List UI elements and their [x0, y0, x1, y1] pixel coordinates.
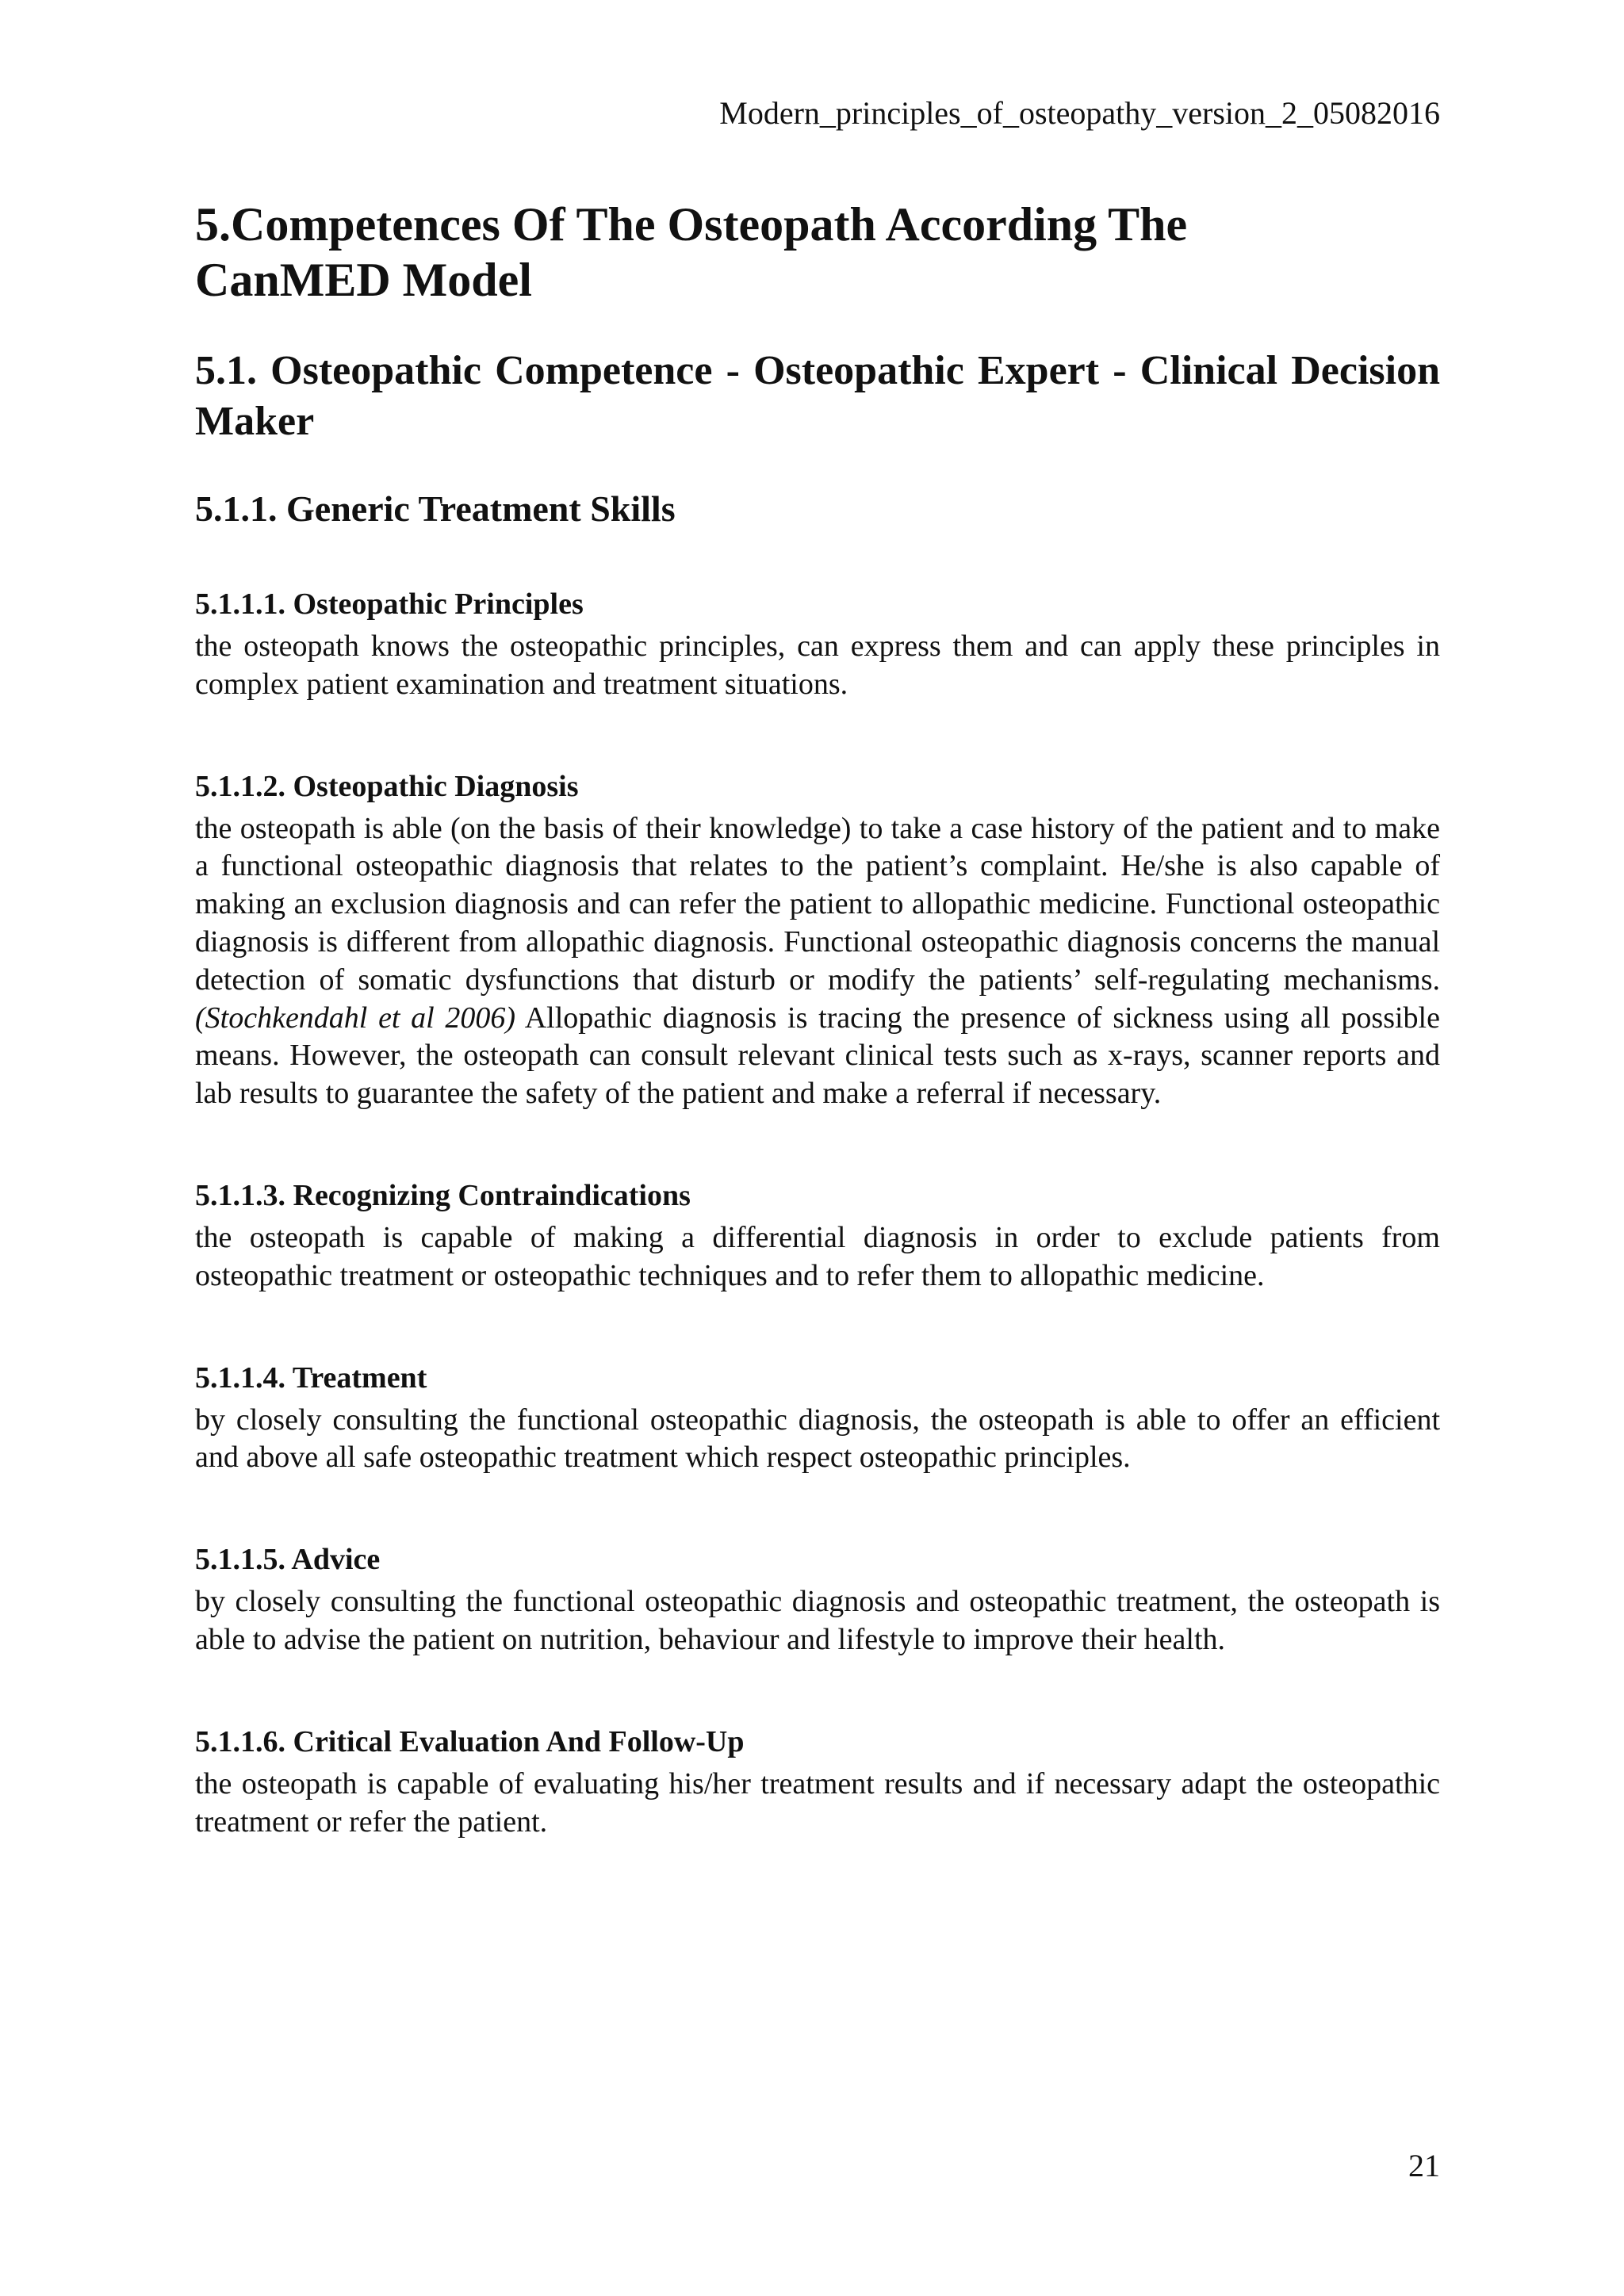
page-content [195, 197, 1440, 1904]
subsection-heading: 5.1.1.4. Treatment [195, 1360, 427, 1395]
section-title: 5.1. Osteopathic Competence - Osteopathic Expert - Clinical Decision Maker [195, 348, 1440, 444]
subsection-text: by closely consulting the functional osteopathic diagnosis, the osteopath is able to offer an efficient and above all safe osteopathic treatment which respect osteopathic principles. [195, 1402, 1440, 1475]
subsection-osteopathic-diagnosis [195, 767, 1440, 1113]
body-text-part: Allopathic diagnosis is tracing the presence of sickness using all possible means. However, the osteopath can consult relevant clinical tests such as x-rays, scanner reports and lab results to guarantee the safety of the patient and make a referral if necessary. [195, 1001, 1440, 1111]
subsection-recognizing-contraindications [195, 1177, 1440, 1295]
subsection-heading: 5.1.1.2. Osteopathic Diagnosis [195, 769, 579, 803]
subsection-text: the osteopath is capable of making a differential diagnosis in order to exclude patients from osteopathic treatment or osteopathic techniques and to refer them to allopathic medicine. [195, 1220, 1440, 1292]
subsection-text: the osteopath is capable of evaluating his/her treatment results and if necessary adapt the osteopathic treatment or refer the patient. [195, 1766, 1440, 1839]
subsection-advice [195, 1540, 1440, 1659]
subsection-heading: 5.1.1.5. Advice [195, 1543, 381, 1577]
subsection-text: by closely consulting the functional osteopathic diagnosis and osteopathic treatment, the osteopath is able to advise the patient on nutrition, behaviour and lifestyle to improve their health. [195, 1585, 1440, 1656]
subsection-heading: 5.1.1.1. Osteopathic Principles [195, 587, 584, 621]
subsection-text: the osteopath knows the osteopathic principles, can express them and can apply these principles in complex patient examination and treatment situations. [195, 629, 1440, 701]
subsection-heading: 5.1.1.3. Recognizing Contraindications [195, 1178, 691, 1212]
subsection-osteopathic-principles [195, 585, 1440, 704]
subsection-treatment [195, 1359, 1440, 1478]
subsection-critical-evaluation [195, 1723, 1440, 1842]
subsection-text [195, 810, 1440, 1113]
running-header: Modern_principles_of_osteopathy_version_2_05082016 [719, 95, 1440, 131]
body-text-part: the osteopath is able (on the basis of their knowledge) to take a case history of the patient and to make a functional osteopathic diagnosis that relates to the patient’s complaint. He/she is also capable of making an exclusion diagnosis and can refer the patient to allopathic medicine. Functional osteopathic diagnosis is different from allopathic diagnosis. Functional osteopathic diagnosis concerns the manual detection of somatic dysfunctions that disturb or modify the patients’ self-regulating mechanisms. [195, 811, 1440, 997]
citation: (Stochkendahl et al 2006) [195, 1001, 516, 1035]
subsection-heading: 5.1.1.6. Critical Evaluation And Follow-Up [195, 1724, 745, 1758]
subsection-title: 5.1.1. Generic Treatment Skills [195, 488, 676, 529]
chapter-title: 5.Competences Of The Osteopath According The CanMED Model [195, 198, 1188, 306]
page-number: 21 [1408, 2148, 1440, 2183]
